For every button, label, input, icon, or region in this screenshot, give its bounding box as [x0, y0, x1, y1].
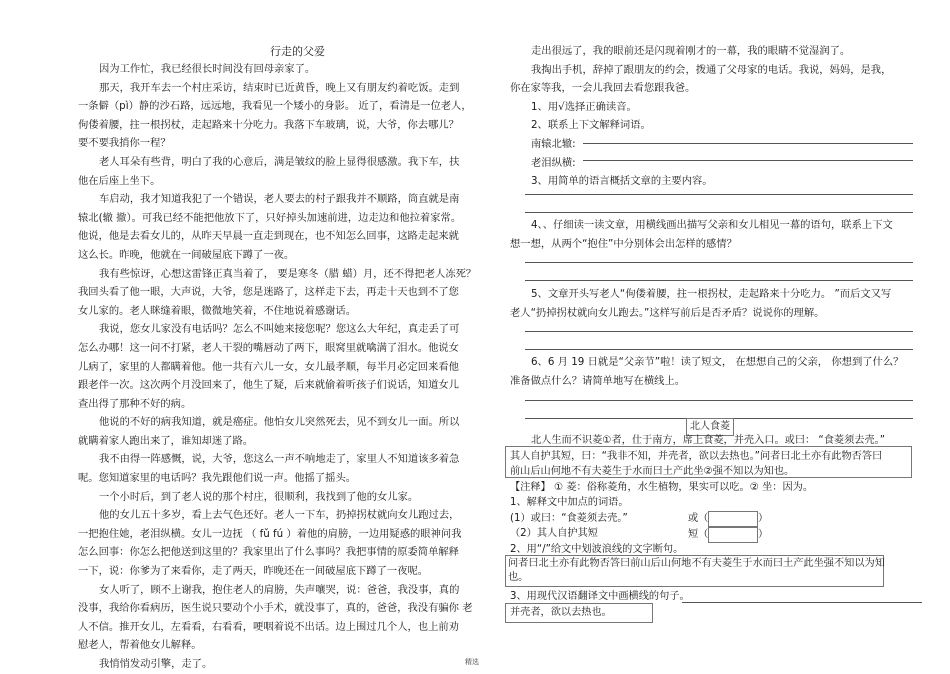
- paragraph-line: 我回头看了他一眼，大声说，大爷，您是迷路了，这样走下去，再走十天也到不了您: [78, 286, 459, 299]
- question-5-line: 5、文章开头写老人“佝偻着腰，拄一根拐杖，走起路来十分吃力。 ”而后文又写: [531, 288, 892, 300]
- answer-prefix: 短（: [688, 529, 709, 540]
- paragraph-line: 要不要我捎你一程？: [78, 137, 171, 150]
- paragraph-line: 一把抱住她，老泪纵横。女儿一边抚 （ fǔ fú ）着他的肩膀，一边用疑惑的眼神问我: [78, 527, 462, 540]
- paragraph-line: 一条僻（pì）静的沙石路，远远地，我看见一个矮小的身影。 近了，看清是一位老人，: [78, 100, 472, 113]
- section2-notes: 【注释】 ① 菱：俗称菱角，水生植物，果实可以吃。② 坐：因为。: [510, 481, 814, 493]
- question-4: [510, 216, 893, 253]
- answer-line[interactable]: [525, 331, 913, 332]
- section2-q3: 3、用现代汉语翻译文中画横线的句子。: [510, 591, 690, 602]
- paragraph-line: 我不由得一阵感慨，说，大爷，您这么一声不响地走了，家里人不知道该多着急: [99, 453, 460, 466]
- question-2: 2、联系上下文解释词语。: [531, 119, 651, 132]
- paren-close: ）: [758, 513, 769, 524]
- paragraph-line: 我掏出手机，辞掉了跟朋友的约会，拨通了父母家的电话。我说，妈妈，是我，: [531, 63, 892, 76]
- paragraph-line: 他说的不好的病我知道，就是癌症。他怕女儿突然死去，见不到女儿一面。所以: [99, 416, 460, 429]
- sentence-box: [505, 603, 653, 623]
- paragraph-line: 你在家等我，一会儿我回去看您跟我爸。: [510, 82, 696, 95]
- paren-close: ）: [758, 529, 769, 540]
- section2-q1: 1、解释文中加点的词语。: [510, 497, 629, 508]
- question-1: 1、用√选择正确读音。: [531, 100, 637, 113]
- answer-line[interactable]: [583, 143, 913, 144]
- section2-line: 其人自护其短，曰：“我非不知，并壳者，欲以去热也。”问者曰北土亦有此物否答曰: [510, 450, 883, 462]
- section2-q2: 2、用“/”给文中划波浪线的文字断句。: [510, 543, 684, 555]
- paragraph-line: 人不信。推开女儿，左看看，右看看，哽咽着说不出话。边上围过几个人，也上前劝: [78, 620, 459, 633]
- translation-sentence: 并壳者，欲以去热也。: [510, 607, 612, 618]
- answer-line[interactable]: [525, 400, 913, 401]
- sq2-text: 问者曰北土亦有此物否答曰前山后山何地不有夫菱生于水而曰土产此坐强不知以为知: [508, 558, 885, 569]
- paragraph-line: 慰老人，帮着他女儿解释。: [78, 639, 202, 652]
- paragraph-line: 他的女儿五十多岁，看上去气色还好。老人一下车，扔掉拐杖就向女儿跑过去，: [99, 509, 460, 522]
- question-3: 3、用简单的语言概括文章的主要内容。: [531, 175, 713, 188]
- paragraph-line: 跟老伴一次。这次两个月没回来了，他生了疑，后来就偷着听孩子们说话，知道女儿: [78, 379, 459, 392]
- answer-line[interactable]: [525, 280, 913, 281]
- paragraph-line: 儿病了，家里的人都瞒着他。他一共有六儿一女，女儿最孝顺，每半月必定回来看他: [78, 360, 459, 373]
- paragraph-line: 没事，我给你看病历，医生说只要动个小手术，就没事了，真的，爸爸，我没有骗你 老: [78, 602, 473, 615]
- paragraph-line: 一下，说：你爹为了来看你，走了两天，昨晚还在一间破屋底下蹲了一夜呢。: [78, 565, 429, 578]
- footer-label: 精选: [465, 658, 479, 666]
- question-6: [510, 353, 903, 390]
- paragraph-line: 这么长。昨晚，他就在一间破屋底下蹲了一夜。: [78, 248, 295, 261]
- paragraph-line: 女儿家的。老人眯缝着眼，微微地笑着，不住地说着感谢话。: [78, 304, 357, 317]
- paragraph-line: 一个小时后，到了老人说的那个村庄，很顺利，我找到了他的女儿家。: [99, 490, 419, 503]
- paragraph-line: 因为工作忙，我已经很长时间没有回母亲家了。: [99, 63, 316, 75]
- paragraph-line: 他在后座上坐下。: [78, 174, 161, 187]
- question-5: [510, 285, 891, 322]
- text-frame: [505, 446, 912, 478]
- question-6-line: 6、6 月 19 日就是“父亲节”啦！读了短文， 在想想自己的父亲， 你想到了什么？: [531, 356, 904, 368]
- paragraph-line: 呢。您知道家里的电话吗？我先跟他们说一声。他摇了摇头。: [78, 472, 357, 485]
- paragraph-line: 怎么办哪！这一问不打紧，老人干裂的嘴唇动了两下，眼窝里就噙满了泪水。他说女: [78, 341, 459, 354]
- article-body: [78, 60, 476, 674]
- paragraph-line: 辕北(辙 撤）。可我已经不能把他放下了，只好掉头加速前进，边走边和他拉着家常。: [78, 211, 462, 224]
- paragraph-line: 女人听了，顾不上谢我，抱住老人的肩膀，失声嚷哭，说：爸爸，我没事，真的: [99, 583, 460, 596]
- paragraph-line: 我有些惊讶，心想这雷锋正真当着了， 要是寒冬（腊 蜡）月，还不得把老人冻死？: [99, 267, 477, 280]
- paragraph-line: 就瞒着家人跑出来了，谁知却迷了路。: [78, 434, 254, 447]
- answer-line[interactable]: [525, 349, 913, 350]
- sq1-b-answer: [688, 527, 708, 543]
- article-continuation: [510, 42, 891, 191]
- paragraph-line: 走出很远了，我的眼前还是闪现着刚才的一幕，我的眼睛不觉湿润了。: [531, 45, 851, 57]
- paragraph-line: 佝偻着腰，拄一根拐杖，走起路来十分吃力。我落下车玻璃，说，大爷，你去哪儿？: [78, 118, 459, 131]
- answer-line[interactable]: [525, 262, 913, 263]
- paragraph-line: 查出得了那种不好的病。: [78, 397, 192, 410]
- paragraph-line: 他说，他是去看女儿的，从昨天早晨一直走到现在，也不知怎么回事，这路走起来就: [78, 230, 459, 243]
- article-title: 行走的父爱: [270, 45, 325, 58]
- answer-box[interactable]: [708, 527, 758, 543]
- paragraph-line: 我悄悄发动引擎，走了。: [99, 658, 213, 670]
- answer-line[interactable]: [525, 194, 913, 195]
- answer-line[interactable]: [583, 160, 913, 161]
- answer-box[interactable]: [708, 511, 758, 527]
- question-2-b-label: 老泪纵横:: [531, 156, 576, 169]
- section2-title: 北人食菱: [686, 418, 734, 436]
- question-4-line: 想一想，从两个“抱住”中分别体会出怎样的感情？: [510, 237, 737, 250]
- paragraph-line: 那天，我开车去一个村庄采访，结束时已近黄昏，晚上又有朋友约着吃饭。走到: [99, 81, 460, 94]
- section2-q1-b: （2）其人自护其短: [510, 528, 598, 539]
- paragraph-line: 车启动，我才知道我犯了一个错误，老人要去的村子跟我并不顺路，筒直就是南: [99, 193, 460, 206]
- answer-prefix: 或（: [688, 513, 709, 524]
- answer-line[interactable]: [525, 212, 913, 213]
- question-2-a-label: 南辕北辙:: [531, 137, 576, 150]
- question-6-line: 准备做点什么？请简单地写在横线上。: [510, 374, 686, 387]
- section2-q1-a: (1）或曰：“食菱须去壳。”: [510, 512, 628, 524]
- paragraph-line: 老人耳朵有些背，明白了我的心意后，满是皱纹的脸上显得很感激。我下车，扶: [99, 155, 460, 168]
- paragraph-line: 怎么回事：你怎么把他送到这里的？我家里出了什么事吗？我把事情的原委简单解释: [78, 546, 459, 559]
- section2-line: 前山后山何地不有夫菱生于水而曰土产此坐②强不知以为知也。: [510, 466, 795, 477]
- section2-line: 北人生而不识菱①者，仕于南方，席上食菱，并壳入口。或曰： “食菱须去壳。”: [531, 435, 886, 446]
- answer-line[interactable]: [682, 602, 922, 603]
- sq1-a-answer: [688, 511, 708, 527]
- question-4-line: 4、、仔细读一读文章，用横线画出描写父亲和女儿相见一幕的语句，联系上下文: [531, 219, 893, 231]
- sq2-text: 也。: [508, 572, 529, 583]
- sq2-text-box: [505, 555, 884, 587]
- question-5-line: 老人“扔掉拐杖就向女儿跑去。”这样写前后是否矛盾？说说你的理解。: [510, 306, 825, 319]
- paragraph-line: 我说，您女儿家没有电话吗？怎么不叫她来接您呢？您这么大年纪，真走丢了可: [99, 323, 460, 336]
